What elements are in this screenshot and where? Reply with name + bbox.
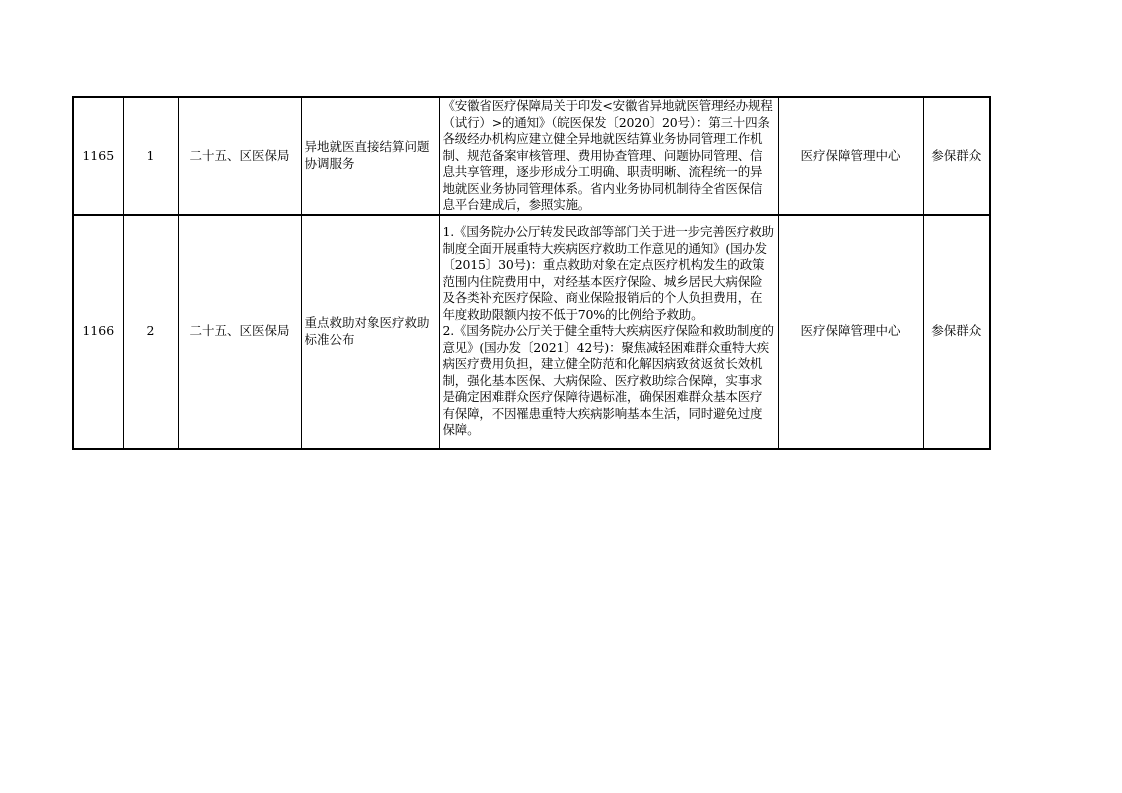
service-items-table <box>72 96 991 450</box>
department-cell: 二十五、区医保局 <box>178 215 301 449</box>
index-cell: 1 <box>123 97 178 215</box>
index-cell: 2 <box>123 215 178 449</box>
item-name-cell: 异地就医直接结算问题协调服务 <box>301 97 439 215</box>
serial-cell: 1165 <box>73 97 123 215</box>
service-target-cell: 参保群众 <box>923 97 990 215</box>
serial-cell: 1166 <box>73 215 123 449</box>
table-row <box>73 215 990 449</box>
item-name-cell: 重点救助对象医疗救助标准公布 <box>301 215 439 449</box>
legal-basis-cell <box>439 97 778 215</box>
legal-basis-cell <box>439 215 778 449</box>
service-target-cell: 参保群众 <box>923 215 990 449</box>
legal-basis-paragraph: 1.《国务院办公厅转发民政部等部门关于进一步完善医疗救助制度全面开展重特大疾病医疗救助工作意见的通知》(国办发〔2015〕30号)：重点救助对象在定点医疗机构发生的政策范围内住院费用中，对经基本医疗保险、城乡居民大病保险及各类补充医疗保险、商业保险报销后的个人负担费用，在年度救助限额内按不低于70%的比例给予救助。 <box>442 224 774 322</box>
responsible-unit-cell: 医疗保障管理中心 <box>778 97 923 215</box>
responsible-unit-cell: 医疗保障管理中心 <box>778 215 923 449</box>
department-cell: 二十五、区医保局 <box>178 97 301 215</box>
legal-basis-paragraph: 《安徽省医疗保障局关于印发<安徽省异地就医管理经办规程（试行）>的通知》（皖医保发〔2020〕20号）：第三十四条 各级经办机构应建立健全异地就医结算业务协同管理工作机制、规范备案审核管理、费用协查管理、问题协同管理、信息共享管理，逐步形成分工明确、职责明晰、流程统一的异地就医业务协同管理体系。省内业务协同机制待全省医保信息平台建成后，参照实施。 <box>442 98 774 212</box>
legal-basis-paragraph: 2.《国务院办公厅关于健全重特大疾病医疗保险和救助制度的意见》(国办发〔2021〕42号)：聚焦减轻困难群众重特大疾病医疗费用负担，建立健全防范和化解因病致贫返贫长效机制，强化基本医保、大病保险、医疗救助综合保障，实事求是确定困难群众医疗保障待遇标准，确保困难群众基本医疗有保障，不因罹患重特大疾病影响基本生活，同时避免过度保障。 <box>442 323 774 438</box>
table-row <box>73 97 990 215</box>
